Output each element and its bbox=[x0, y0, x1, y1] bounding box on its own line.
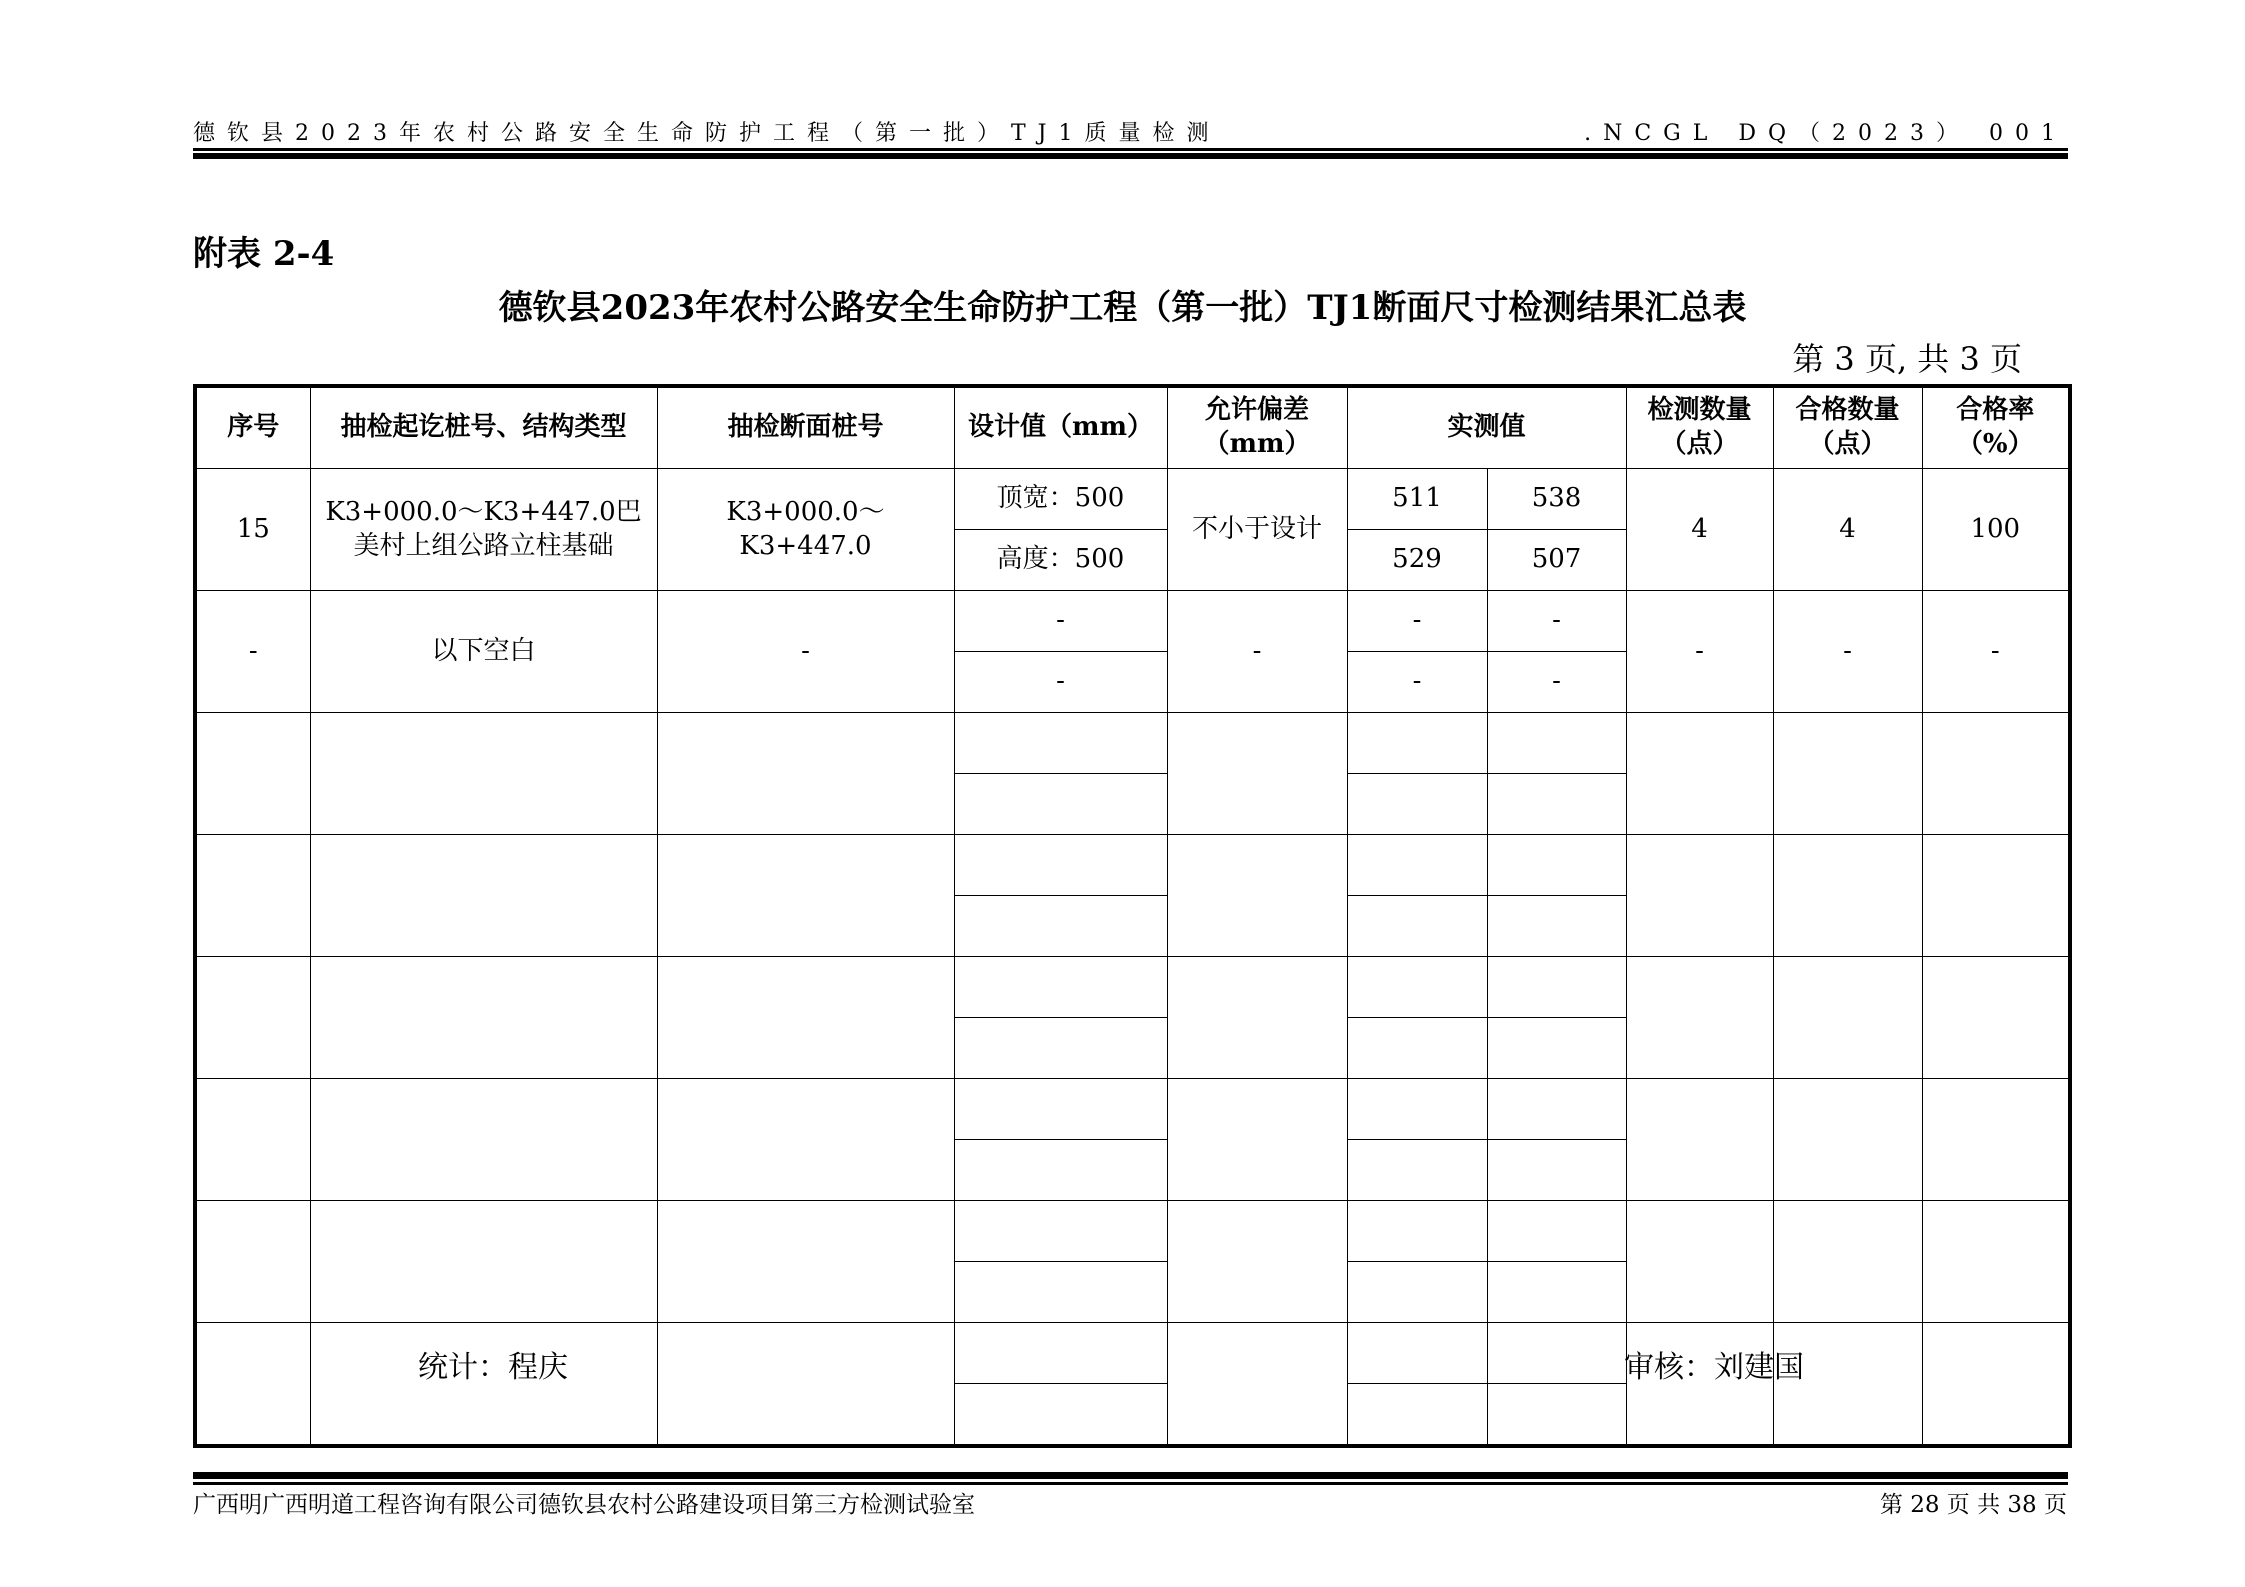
row-range: 以下空白 bbox=[310, 591, 657, 713]
row-rate bbox=[1922, 835, 2070, 957]
col-header: 合格数量（点） bbox=[1773, 386, 1922, 469]
col-header: 抽检断面桩号 bbox=[657, 386, 954, 469]
row-measured: - bbox=[1487, 652, 1626, 713]
row-pass: 4 bbox=[1773, 469, 1922, 591]
header-right: .NCGL DQ（2023） 001 bbox=[1584, 121, 2067, 146]
row-measured bbox=[1487, 1018, 1626, 1079]
row-design bbox=[954, 1384, 1167, 1447]
row-design bbox=[954, 1018, 1167, 1079]
row-number: 15 bbox=[195, 469, 310, 591]
row-measured: 529 bbox=[1347, 530, 1487, 591]
row-measured bbox=[1347, 1018, 1487, 1079]
row-range bbox=[310, 835, 657, 957]
row-measured bbox=[1347, 835, 1487, 896]
row-design bbox=[954, 1140, 1167, 1201]
table-row bbox=[195, 835, 2070, 896]
row-pass bbox=[1773, 1079, 1922, 1201]
row-measured bbox=[1487, 1079, 1626, 1140]
row-count: - bbox=[1626, 591, 1773, 713]
row-measured bbox=[1347, 1201, 1487, 1262]
table-header-row bbox=[195, 386, 2070, 469]
footer-rule bbox=[193, 1482, 2068, 1485]
row-measured bbox=[1347, 713, 1487, 774]
row-pass bbox=[1773, 713, 1922, 835]
row-count bbox=[1626, 1079, 1773, 1201]
row-rate bbox=[1922, 1323, 2070, 1447]
row-pass: - bbox=[1773, 591, 1922, 713]
row-design: - bbox=[954, 652, 1167, 713]
row-rate: 100 bbox=[1922, 469, 2070, 591]
row-section bbox=[657, 1323, 954, 1447]
row-design bbox=[954, 957, 1167, 1018]
row-measured bbox=[1347, 1262, 1487, 1323]
row-measured bbox=[1487, 774, 1626, 835]
row-design bbox=[954, 896, 1167, 957]
table-row bbox=[195, 1079, 2070, 1140]
table-page-info: 第 3 页, 共 3 页 bbox=[1792, 340, 2022, 378]
statistician-signature: 统计：程庆 bbox=[418, 1350, 568, 1385]
row-measured bbox=[1347, 1384, 1487, 1447]
row-measured: - bbox=[1487, 591, 1626, 652]
row-number bbox=[195, 1201, 310, 1323]
row-measured: - bbox=[1347, 652, 1487, 713]
table-row bbox=[195, 1201, 2070, 1262]
footer-rule-thick bbox=[193, 1472, 2068, 1479]
row-measured bbox=[1347, 1079, 1487, 1140]
row-number bbox=[195, 957, 310, 1079]
row-design bbox=[954, 1262, 1167, 1323]
row-count: 4 bbox=[1626, 469, 1773, 591]
row-measured bbox=[1347, 1140, 1487, 1201]
row-rate bbox=[1922, 957, 2070, 1079]
header-left: 德钦县2023年农村公路安全生命防护工程（第一批）TJ1质量检测 bbox=[193, 121, 1221, 146]
row-tolerance bbox=[1167, 1079, 1347, 1201]
row-tolerance bbox=[1167, 1323, 1347, 1447]
row-range bbox=[310, 713, 657, 835]
appendix-label: 附表 2-4 bbox=[193, 234, 335, 274]
row-design: 顶宽：500 bbox=[954, 469, 1167, 530]
row-section bbox=[657, 835, 954, 957]
row-pass bbox=[1773, 1201, 1922, 1323]
row-design bbox=[954, 1079, 1167, 1140]
row-design: - bbox=[954, 591, 1167, 652]
row-number bbox=[195, 1079, 310, 1201]
row-number: - bbox=[195, 591, 310, 713]
row-range bbox=[310, 1201, 657, 1323]
row-rate bbox=[1922, 1079, 2070, 1201]
page-title: 德钦县2023年农村公路安全生命防护工程（第一批）TJ1断面尺寸检测结果汇总表 bbox=[498, 288, 1747, 328]
row-count bbox=[1626, 1201, 1773, 1323]
row-tolerance bbox=[1167, 957, 1347, 1079]
header-rule-thick bbox=[193, 153, 2068, 159]
row-measured bbox=[1487, 1323, 1626, 1384]
row-tolerance bbox=[1167, 1201, 1347, 1323]
row-rate bbox=[1922, 1201, 2070, 1323]
row-measured bbox=[1347, 896, 1487, 957]
row-design bbox=[954, 774, 1167, 835]
row-count bbox=[1626, 713, 1773, 835]
row-section: K3+000.0～K3+447.0 bbox=[657, 469, 954, 591]
row-range bbox=[310, 1079, 657, 1201]
row-section bbox=[657, 1201, 954, 1323]
col-header: 抽检起讫桩号、结构类型 bbox=[310, 386, 657, 469]
header-rule bbox=[193, 148, 2068, 151]
row-measured: 511 bbox=[1347, 469, 1487, 530]
reviewer-signature: 审核：刘建国 bbox=[1624, 1350, 1804, 1385]
table-row bbox=[195, 469, 2070, 530]
table-row bbox=[195, 591, 2070, 652]
row-measured: - bbox=[1347, 591, 1487, 652]
row-measured bbox=[1487, 957, 1626, 1018]
row-number bbox=[195, 713, 310, 835]
row-measured bbox=[1487, 835, 1626, 896]
row-measured bbox=[1347, 1323, 1487, 1384]
row-number bbox=[195, 835, 310, 957]
col-header: 合格率（%） bbox=[1922, 386, 2070, 469]
row-tolerance: - bbox=[1167, 591, 1347, 713]
row-count bbox=[1626, 835, 1773, 957]
row-tolerance: 不小于设计 bbox=[1167, 469, 1347, 591]
row-range: K3+000.0～K3+447.0巴美村上组公路立柱基础 bbox=[310, 469, 657, 591]
table-row bbox=[195, 957, 2070, 1018]
row-section bbox=[657, 1079, 954, 1201]
row-section bbox=[657, 957, 954, 1079]
row-measured bbox=[1487, 896, 1626, 957]
results-table bbox=[193, 384, 2072, 1448]
row-measured bbox=[1347, 957, 1487, 1018]
col-header: 允许偏差（mm） bbox=[1167, 386, 1347, 469]
footer-org: 广西明广西明道工程咨询有限公司德钦县农村公路建设项目第三方检测试验室 bbox=[193, 1492, 975, 1518]
col-header: 设计值（mm） bbox=[954, 386, 1167, 469]
row-design bbox=[954, 1201, 1167, 1262]
row-design bbox=[954, 835, 1167, 896]
row-measured bbox=[1487, 1262, 1626, 1323]
table-row bbox=[195, 713, 2070, 774]
row-pass bbox=[1773, 957, 1922, 1079]
row-measured: 507 bbox=[1487, 530, 1626, 591]
row-rate: - bbox=[1922, 591, 2070, 713]
row-pass bbox=[1773, 835, 1922, 957]
col-header: 实测值 bbox=[1347, 386, 1626, 469]
row-tolerance bbox=[1167, 713, 1347, 835]
footer-page-number: 第 28 页 共 38 页 bbox=[1879, 1492, 2067, 1518]
col-header: 序号 bbox=[195, 386, 310, 469]
row-count bbox=[1626, 957, 1773, 1079]
col-header: 检测数量（点） bbox=[1626, 386, 1773, 469]
row-measured bbox=[1487, 1140, 1626, 1201]
row-design: 高度：500 bbox=[954, 530, 1167, 591]
row-range bbox=[310, 957, 657, 1079]
row-section bbox=[657, 713, 954, 835]
row-measured bbox=[1487, 1384, 1626, 1447]
row-measured bbox=[1487, 713, 1626, 774]
row-rate bbox=[1922, 713, 2070, 835]
row-number bbox=[195, 1323, 310, 1447]
row-design bbox=[954, 713, 1167, 774]
row-measured bbox=[1347, 774, 1487, 835]
row-section: - bbox=[657, 591, 954, 713]
row-measured: 538 bbox=[1487, 469, 1626, 530]
row-tolerance bbox=[1167, 835, 1347, 957]
row-measured bbox=[1487, 1201, 1626, 1262]
row-design bbox=[954, 1323, 1167, 1384]
